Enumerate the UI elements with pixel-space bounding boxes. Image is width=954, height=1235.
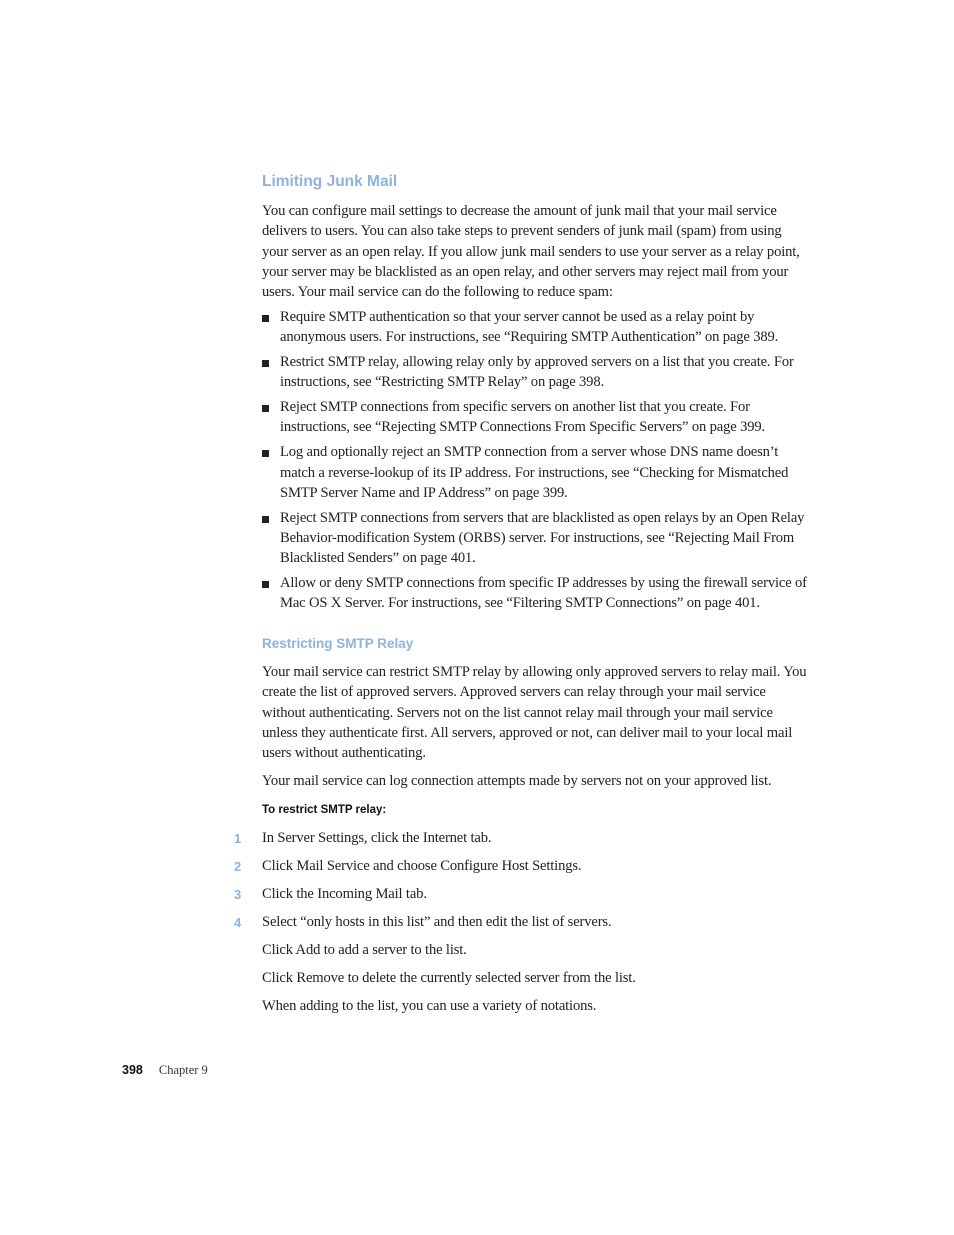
step-item [228,912,808,940]
bullet-square-icon [262,315,269,322]
list-item: Restrict SMTP relay, allowing relay only by approved servers on a list that you create. For instructions, see “Restricting SMTP Relay” on page 398. [262,352,807,393]
step-number: 4 [234,915,242,930]
note-add: Click Add to add a server to the list. [262,942,467,958]
subsection-heading: Restricting SMTP Relay [262,636,414,651]
note-notations: When adding to the list, you can use a variety of notations. [262,998,597,1014]
list-item: Reject SMTP connections from specific servers on another list that you create. For instructions, see “Rejecting SMTP Connections From Specific Servers” on page 399. [262,397,807,438]
step-number: 3 [234,887,242,902]
bullet-square-icon [262,516,269,523]
step-text: Click the Incoming Mail tab. [262,886,427,902]
section-heading: Limiting Junk Mail [262,173,398,190]
relay-paragraph: Your mail service can restrict SMTP relay by allowing only approved servers to relay mail. You create the list of approved servers. Approved servers can relay through your mail service without authenticating. Servers not on the list cannot relay mail through your mail service unless they authenticate first. All servers, approved or not, can deliver mail to your local mail users without authenticating. [262,664,807,762]
note-remove: Click Remove to delete the currently selected server from the list. [262,970,636,986]
list-item: Require SMTP authentication so that your server cannot be used as a relay point by anonymous users. For instructions, see “Requiring SMTP Authentication” on page 389. [262,307,807,348]
step-text: In Server Settings, click the Internet tab. [262,830,492,846]
bullet-square-icon [262,405,269,412]
chapter-label: Chapter 9 [158,1063,208,1077]
page-footer [122,1063,208,1078]
list-item: Reject SMTP connections from servers that are blacklisted as open relays by an Open Relay Behavior-modification System (ORBS) server. For instructions, see “Rejecting Mail From Blacklisted Senders” on page 401. [262,508,807,569]
bullet-square-icon [262,360,269,367]
list-item: Log and optionally reject an SMTP connection from a server whose DNS name doesn’t match a reverse-lookup of its IP address. For instructions, see “Checking for Mismatched SMTP Server Name and IP Address” on page 399. [262,442,807,503]
step-number: 1 [234,831,242,846]
intro-paragraph: You can configure mail settings to decrease the amount of junk mail that your mail service delivers to users. You can also take steps to prevent senders of junk mail (spam) from using your server as an open relay. If you allow junk mail senders to use your server as a relay point, your server may be blacklisted as an open relay, and other servers may reject mail from your users. Your mail service can do the following to reduce spam: [262,203,800,301]
list-item: Allow or deny SMTP connections from specific IP addresses by using the firewall service of Mac OS X Server. For instructions, see “Filtering SMTP Connections” on page 401. [262,573,807,614]
bullet-square-icon [262,450,269,457]
step-number: 2 [234,859,242,874]
step-item [228,828,808,856]
step-text: Click Mail Service and choose Configure Host Settings. [262,858,582,874]
spam-measures-list [262,307,807,618]
steps-list [228,828,808,940]
task-heading: To restrict SMTP relay: [262,804,387,816]
page-number: 398 [122,1063,143,1077]
step-item [228,856,808,884]
log-paragraph: Your mail service can log connection attempts made by servers not on your approved list. [262,773,772,789]
step-text: Select “only hosts in this list” and then edit the list of servers. [262,914,612,930]
bullet-square-icon [262,581,269,588]
step-item [228,884,808,912]
